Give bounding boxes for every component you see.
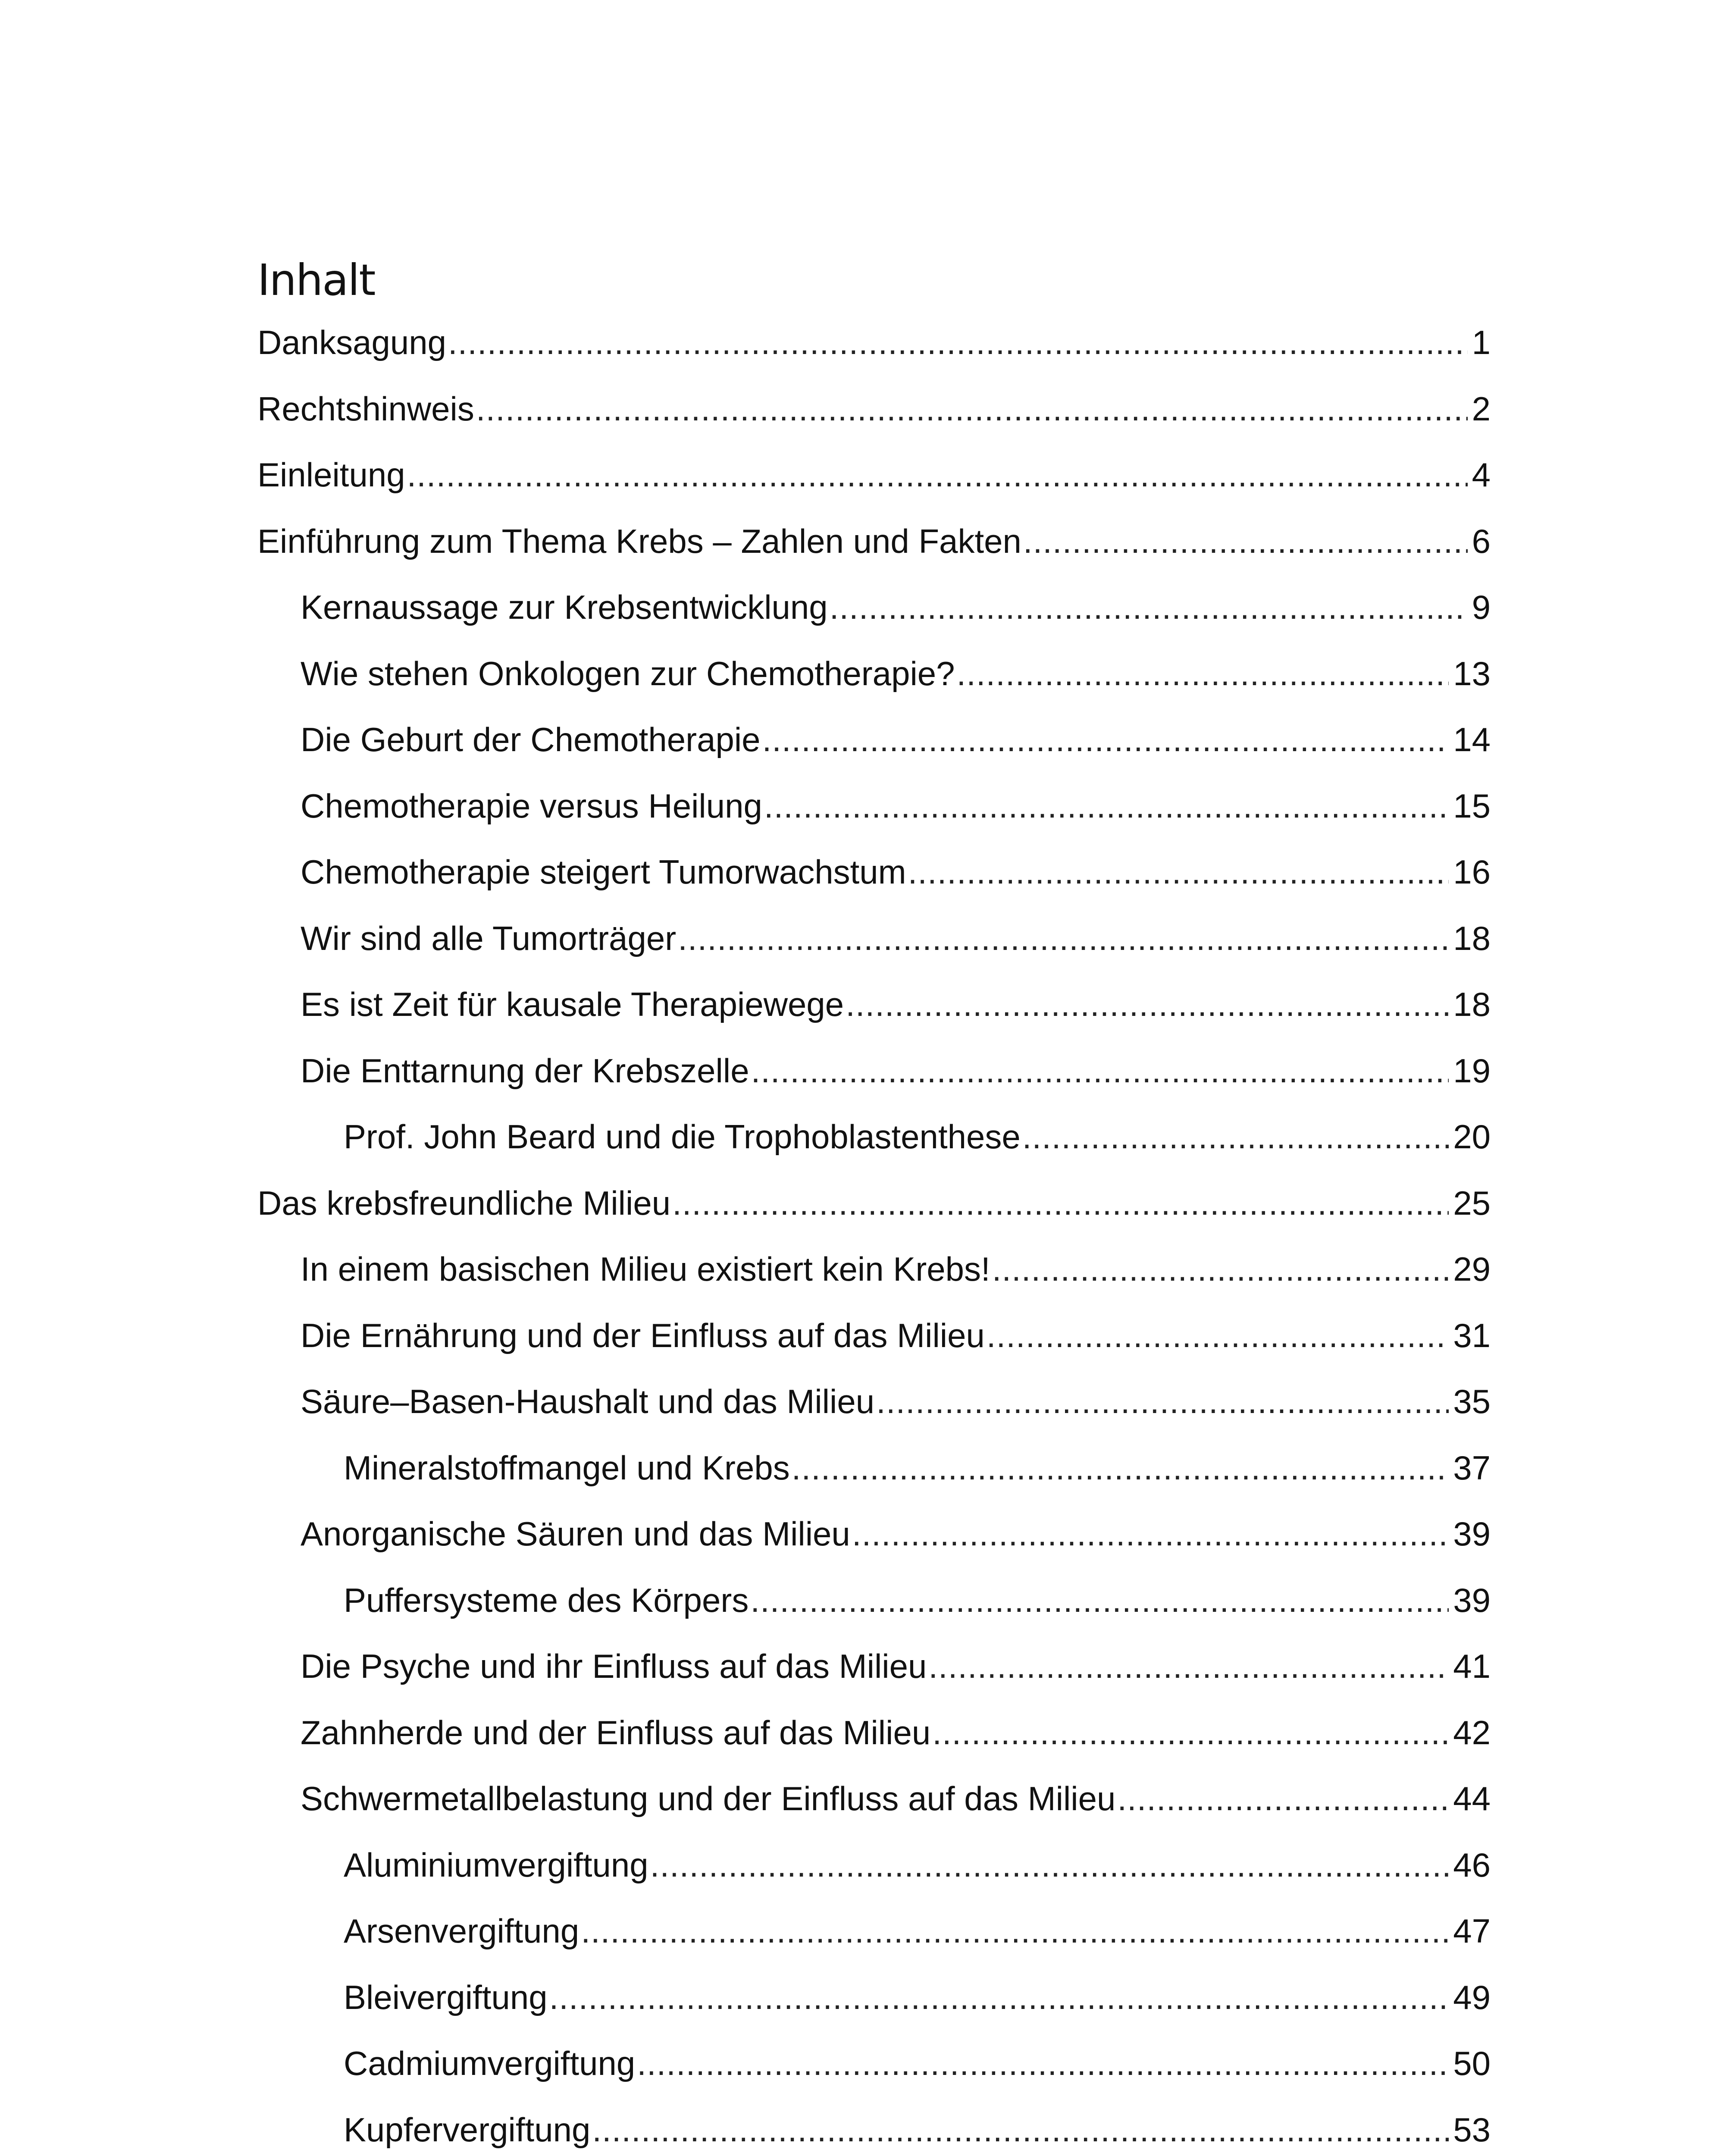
toc-page-number: 53 (1453, 2110, 1491, 2149)
toc-dot-leader (750, 1567, 1449, 1634)
toc-entry-title: Arsenvergiftung (344, 1912, 579, 1950)
toc-entry[interactable] (257, 442, 1491, 508)
toc-dot-leader (876, 1369, 1449, 1435)
toc-page-number: 47 (1453, 1912, 1491, 1950)
toc-page-number: 1 (1472, 323, 1491, 361)
toc-entry-title: In einem basischen Milieu existiert kein Krebs! (301, 1250, 990, 1288)
toc-entry[interactable] (257, 1038, 1491, 1104)
toc-dot-leader (992, 1236, 1449, 1303)
toc-page-number: 31 (1453, 1316, 1491, 1354)
toc-page-number: 50 (1453, 2044, 1491, 2082)
toc-entry-title: Kernaussage zur Krebsentwicklung (301, 588, 828, 626)
toc-page-number: 49 (1453, 1978, 1491, 2016)
toc-page-number: 20 (1453, 1118, 1491, 1156)
toc-entry[interactable] (257, 1303, 1491, 1369)
toc-entry[interactable] (257, 773, 1491, 840)
toc-page-number: 44 (1453, 1780, 1491, 1818)
toc-entry[interactable] (257, 1435, 1491, 1501)
toc-entry[interactable] (257, 839, 1491, 906)
toc-dot-leader (792, 1435, 1449, 1501)
toc-dot-leader (407, 442, 1468, 508)
toc-entry-title: Das krebsfreundliche Milieu (257, 1184, 671, 1222)
toc-entry[interactable] (257, 1236, 1491, 1303)
toc-entry-title: Einleitung (257, 456, 405, 494)
toc-page-number: 41 (1453, 1647, 1491, 1685)
toc-page-number: 39 (1453, 1581, 1491, 1619)
toc-dot-leader (932, 1700, 1449, 1766)
toc-entry-title: Einführung zum Thema Krebs – Zahlen und Fakten (257, 522, 1021, 560)
toc-page-number: 18 (1453, 985, 1491, 1023)
toc-page-number: 13 (1453, 654, 1491, 693)
toc-entry[interactable] (257, 1898, 1491, 1965)
toc-entry-title: Puffersysteme des Körpers (344, 1581, 749, 1619)
toc-dot-leader (592, 2097, 1449, 2156)
toc-page-number: 42 (1453, 1713, 1491, 1752)
toc-entry-title: Anorganische Säuren und das Milieu (301, 1515, 850, 1553)
toc-entry-title: Die Geburt der Chemotherapie (301, 721, 761, 758)
toc-entry[interactable] (257, 1832, 1491, 1899)
toc-entry[interactable] (257, 574, 1491, 641)
toc-dot-leader (1023, 508, 1468, 575)
toc-dot-leader (1117, 1766, 1449, 1832)
toc-page-number: 14 (1453, 721, 1491, 758)
toc-entry-title: Cadmiumvergiftung (344, 2044, 636, 2082)
toc-entry[interactable] (257, 1369, 1491, 1435)
toc-dot-leader (751, 1038, 1449, 1104)
toc-entry[interactable] (257, 2097, 1491, 2156)
toc-dot-leader (928, 1633, 1449, 1700)
toc-dot-leader (852, 1501, 1449, 1567)
toc-page-number: 15 (1453, 787, 1491, 825)
toc-entry-title: Chemotherapie steigert Tumorwachstum (301, 853, 906, 891)
toc-dot-leader (448, 310, 1468, 376)
toc-entry-title: Bleivergiftung (344, 1978, 548, 2016)
toc-entry-title: Zahnherde und der Einfluss auf das Milieu (301, 1713, 931, 1752)
toc-page-number: 39 (1453, 1515, 1491, 1553)
toc-entry-title: Die Psyche und ihr Einfluss auf das Milieu (301, 1647, 927, 1685)
toc-dot-leader (762, 707, 1449, 773)
toc-entry[interactable] (257, 1501, 1491, 1567)
toc-page-number: 37 (1453, 1448, 1491, 1487)
toc-entry-title: Danksagung (257, 323, 446, 361)
toc-entry[interactable] (257, 1965, 1491, 2031)
toc-dot-leader (549, 1965, 1449, 2031)
toc-entry-title: Aluminiumvergiftung (344, 1846, 648, 1884)
toc-dot-leader (830, 574, 1468, 641)
toc-dot-leader (908, 839, 1449, 906)
toc-entry[interactable] (257, 1633, 1491, 1700)
toc-page-number: 29 (1453, 1250, 1491, 1288)
toc-dot-leader (650, 1832, 1449, 1899)
toc-entry[interactable] (257, 508, 1491, 575)
toc-dot-leader (476, 376, 1468, 442)
toc-entry-title: Schwermetallbelastung und der Einfluss auf das Milieu (301, 1780, 1116, 1818)
toc-entry[interactable] (257, 310, 1491, 376)
toc-entry-title: Wie stehen Onkologen zur Chemotherapie? (301, 654, 955, 693)
toc-entry[interactable] (257, 641, 1491, 707)
toc-entry-title: Kupfervergiftung (344, 2110, 591, 2149)
toc-dot-leader (581, 1898, 1449, 1965)
toc-entry-title: Chemotherapie versus Heilung (301, 787, 762, 825)
toc-entry[interactable] (257, 1104, 1491, 1170)
toc-entry-title: Säure–Basen-Haushalt und das Milieu (301, 1382, 875, 1420)
toc-dot-leader (957, 641, 1449, 707)
toc-dot-leader (764, 773, 1449, 840)
toc-dot-leader (1022, 1104, 1449, 1170)
toc-entry[interactable] (257, 971, 1491, 1038)
toc-entry-title: Wir sind alle Tumorträger (301, 919, 677, 957)
toc-page-number: 19 (1453, 1051, 1491, 1090)
toc-entry[interactable] (257, 1700, 1491, 1766)
toc-dot-leader (672, 1170, 1449, 1237)
toc-dot-leader (637, 2031, 1449, 2097)
toc-entry-title: Mineralstoffmangel und Krebs (344, 1448, 790, 1487)
toc-entry[interactable] (257, 1170, 1491, 1237)
table-of-contents (257, 254, 1491, 2156)
toc-dot-leader (678, 906, 1449, 972)
toc-entry[interactable] (257, 376, 1491, 442)
toc-page-number: 35 (1453, 1382, 1491, 1420)
toc-entry[interactable] (257, 906, 1491, 972)
toc-list (257, 310, 1491, 2156)
toc-page-number: 4 (1472, 456, 1491, 494)
toc-page-number: 2 (1472, 389, 1491, 428)
toc-page-number: 25 (1453, 1184, 1491, 1222)
toc-entry-title: Die Ernährung und der Einfluss auf das Milieu (301, 1316, 985, 1354)
toc-title: Inhalt (257, 255, 375, 305)
toc-page-number: 6 (1472, 522, 1491, 560)
toc-page-number: 16 (1453, 853, 1491, 891)
toc-page-number: 46 (1453, 1846, 1491, 1884)
toc-entry[interactable] (257, 707, 1491, 773)
toc-entry-title: Die Enttarnung der Krebszelle (301, 1051, 749, 1090)
toc-entry[interactable] (257, 2031, 1491, 2097)
toc-dot-leader (987, 1303, 1449, 1369)
toc-entry-title: Rechtshinweis (257, 389, 474, 428)
toc-entry[interactable] (257, 1567, 1491, 1634)
toc-page-number: 18 (1453, 919, 1491, 957)
toc-entry-title: Prof. John Beard und die Trophoblastenthese (344, 1118, 1021, 1156)
toc-entry[interactable] (257, 1766, 1491, 1832)
toc-page-number: 9 (1472, 588, 1491, 626)
toc-dot-leader (846, 971, 1449, 1038)
toc-entry-title: Es ist Zeit für kausale Therapiewege (301, 985, 844, 1023)
